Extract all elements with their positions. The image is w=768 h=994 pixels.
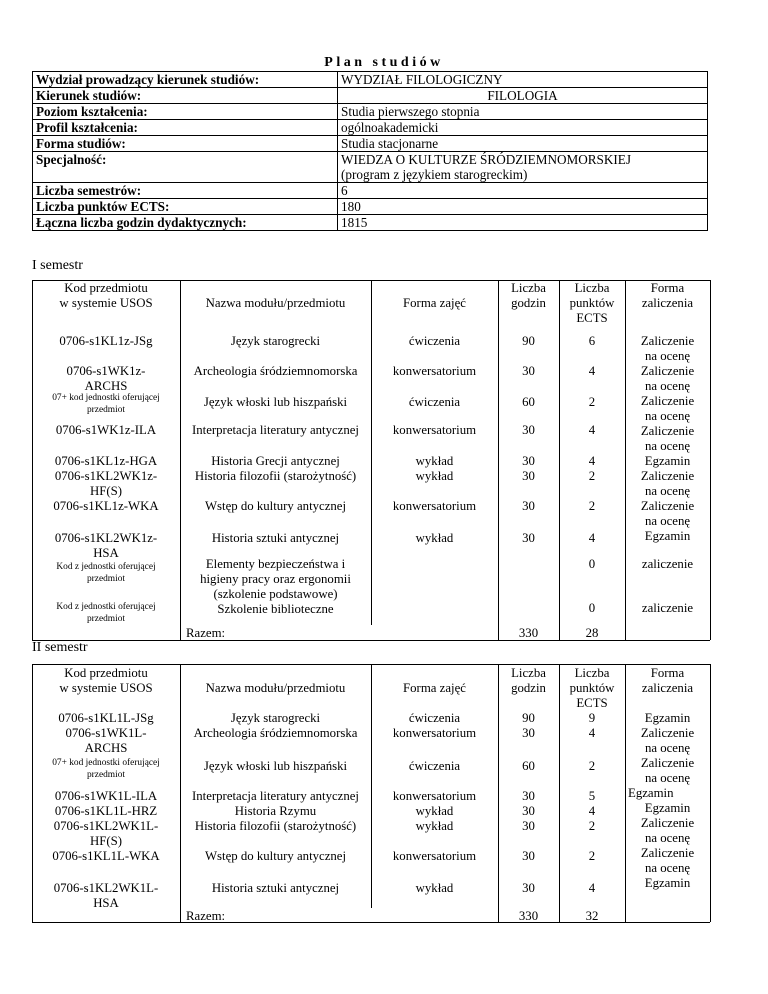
course-name-line: Historia Grecji antycznej: [211, 454, 340, 468]
ects-value: 4: [588, 881, 596, 895]
course-name-line: Szkolenie biblioteczne: [217, 602, 334, 616]
specialty-value: WIEDZA O KULTURZE ŚRÓDZIEMNOMORSKIEJ: [341, 152, 631, 167]
ects-value: 2: [588, 849, 596, 863]
course-code-line: 0706-s1WK1L-ILA: [54, 789, 158, 803]
course-name: Język starogrecki: [230, 334, 321, 348]
header-ects-line: ECTS: [576, 311, 608, 325]
ects-value: 4: [588, 531, 596, 545]
header-hours-line: godzin: [511, 681, 546, 695]
assessment-line: Zaliczenie: [640, 469, 695, 483]
course-name-line: Archeologia śródziemnomorska: [193, 726, 358, 740]
hours-value: 30: [522, 499, 535, 513]
course-name: Wstęp do kultury antycznej: [204, 849, 347, 863]
header-code: [32, 666, 180, 696]
class-form-line: wykład: [415, 819, 454, 833]
class-form: [371, 711, 498, 741]
class-form: ćwiczenia: [408, 334, 461, 348]
info-value: 6: [338, 183, 708, 199]
assessment-value: zaliczenie: [641, 601, 694, 615]
course-code-line: 0706-s1KL2WK1L-: [53, 819, 159, 833]
info-label: Liczba semestrów:: [33, 183, 338, 199]
course-name: Historia sztuki antycznej: [211, 881, 340, 895]
course-code: 0706-s1KL1z-JSg: [59, 334, 153, 348]
assessment-line: na ocenę: [644, 409, 691, 423]
assessment-line: na ocenę: [644, 484, 691, 498]
header-hours-line: Liczba: [511, 281, 546, 295]
header-code-line: Kod przedmiotu: [64, 281, 148, 295]
ects-value: 2: [588, 759, 596, 773]
course-name-line: Historia Rzymu: [234, 804, 317, 818]
hours-value: 30: [522, 423, 535, 437]
class-form: konwersatorium: [392, 423, 477, 437]
course-code-line: 07+ kod jednostki oferującej: [52, 758, 160, 768]
total-label: Razem:: [186, 909, 226, 923]
info-value: Studia stacjonarne: [338, 136, 708, 152]
class-form: konwersatorium: [392, 364, 477, 378]
course-code-line: Kod z jednostki oferującej: [56, 602, 156, 612]
assessment-line: na ocenę: [644, 771, 691, 785]
assessment-line: na ocenę: [644, 349, 691, 363]
hours-line: 30: [522, 789, 535, 803]
assessment-line: Zaliczenie: [640, 846, 695, 860]
hours-line: 30: [522, 819, 535, 833]
course-name-line: (szkolenie podstawowe): [213, 587, 338, 601]
hours-value: 30: [522, 531, 535, 545]
header-code-line: Kod przedmiotu: [64, 666, 148, 680]
course-code: 0706-s1WK1z-ILA: [55, 423, 157, 437]
hours-value: 30: [522, 849, 535, 863]
header-hours-line: godzin: [511, 296, 546, 310]
course-code-line: przedmiot: [86, 574, 125, 584]
header-name: Nazwa modułu/przedmiotu: [205, 296, 346, 310]
class-form: ćwiczenia: [408, 759, 461, 773]
ects-value: 0: [588, 557, 596, 571]
info-label: Liczba punktów ECTS:: [33, 199, 338, 215]
class-form: konwersatorium: [392, 499, 477, 513]
assessment-line: Zaliczenie: [640, 726, 695, 740]
course-name-line: Interpretacja literatury antycznej: [192, 789, 359, 803]
course-code-line: przedmiot: [86, 614, 125, 624]
header-assessment: [625, 666, 710, 696]
assessment-line: Zaliczenie: [640, 756, 695, 770]
faculty-value: WYDZIAŁ FILOLOGICZNY: [341, 72, 503, 87]
info-value: Studia pierwszego stopnia: [338, 104, 708, 120]
header-code-line: w systemie USOS: [59, 681, 153, 695]
info-label: Specjalność:: [33, 152, 338, 183]
total-hours: 330: [518, 626, 539, 640]
course-code-line: HF(S): [90, 834, 122, 848]
ects-line: 4: [588, 726, 596, 740]
ects-value: 2: [588, 395, 596, 409]
class-form-line: konwersatorium: [392, 789, 477, 803]
class-form: [371, 789, 498, 834]
class-form: wykład: [415, 469, 454, 483]
course-name-line: higieny pracy oraz ergonomii: [200, 572, 351, 586]
course-code-line: HSA: [93, 896, 119, 910]
assessment-line: na ocenę: [644, 514, 691, 528]
course-code-line: 07+ kod jednostki oferującej: [52, 393, 160, 403]
course-code: 0706-s1KL1L-WKA: [52, 849, 160, 863]
semester-1-title: I semestr: [32, 258, 83, 273]
ects-value: 2: [588, 469, 596, 483]
ects-value: 0: [588, 601, 596, 615]
ects-value: 4: [588, 364, 596, 378]
class-form: wykład: [415, 531, 454, 545]
semester-2-title: II semestr: [32, 640, 88, 655]
assessment-line: na ocenę: [644, 741, 691, 755]
header-name: Nazwa modułu/przedmiotu: [205, 681, 346, 695]
assessment-line: na ocenę: [644, 379, 691, 393]
assessment-line: Egzamin: [644, 876, 691, 890]
info-value: 1815: [338, 215, 708, 231]
header-hours: [498, 666, 559, 696]
assessment-line: Zaliczenie: [640, 364, 695, 378]
course-name: Język włoski lub hiszpański: [203, 759, 348, 773]
info-label: Łączna liczba godzin dydaktycznych:: [33, 215, 338, 231]
hours-value: [498, 711, 559, 741]
course-code-line: Kod z jednostki oferującej: [56, 562, 156, 572]
course-code: [32, 711, 180, 756]
header-ects-line: punktów: [569, 681, 615, 695]
course-code: [32, 881, 180, 911]
course-name: Historia sztuki antycznej: [211, 531, 340, 545]
header-form: Forma zajęć: [403, 296, 466, 310]
class-form: wykład: [415, 454, 454, 468]
hours-line: 90: [522, 711, 535, 725]
total-hours: 330: [518, 909, 539, 923]
header-ects-line: ECTS: [576, 696, 608, 710]
header-assessment-line: zaliczenia: [641, 681, 694, 695]
assessment-line: Egzamin: [644, 529, 691, 543]
course-code-line: ARCHS: [84, 379, 128, 393]
page-title: Plan studiów: [324, 55, 444, 70]
header-ects-line: Liczba: [574, 281, 610, 295]
ects-line: 2: [588, 819, 596, 833]
header-ects: [559, 666, 625, 711]
info-label: Wydział prowadzący kierunek studiów:: [33, 72, 338, 88]
hours-value: 30: [522, 454, 535, 468]
course-code-line: ARCHS: [84, 741, 128, 755]
header-ects-line: punktów: [569, 296, 615, 310]
course-name: Wstęp do kultury antycznej: [204, 499, 347, 513]
course-name-line: Historia filozofii (starożytność): [194, 469, 357, 483]
class-form-line: ćwiczenia: [408, 711, 461, 725]
hours-value: 30: [522, 469, 535, 483]
assessment-line: na ocenę: [644, 861, 691, 875]
hours-value: [498, 789, 559, 834]
column-divider: [371, 664, 372, 908]
course-code: 0706-s1KL1z-WKA: [53, 499, 159, 513]
assessment-line: Egzamin: [644, 454, 691, 468]
ects-value: [559, 789, 625, 834]
course-code-line: HF(S): [90, 484, 122, 498]
course-name-line: Elementy bezpieczeństwa i: [205, 557, 346, 571]
assessment-line: Zaliczenie: [640, 394, 695, 408]
assessment-line: Egzamin: [644, 801, 691, 815]
course-code: [32, 789, 180, 849]
course-code-line: 0706-s1KL2WK1z-: [54, 531, 158, 545]
ects-value: 6: [588, 334, 596, 348]
assessment-line: Egzamin: [628, 786, 674, 800]
course-code-line: przedmiot: [86, 405, 125, 415]
course-name: [180, 711, 371, 741]
assessment-column: [625, 711, 710, 891]
hours-value: 30: [522, 881, 535, 895]
total-ects: 32: [585, 909, 599, 923]
course-name-line: Historia filozofii (starożytność): [194, 819, 357, 833]
course-code-line: 0706-s1KL2WK1z-: [54, 469, 158, 483]
course-name: Język włoski lub hiszpański: [203, 395, 348, 409]
header-assessment-line: Forma: [650, 666, 685, 680]
course-name: Archeologia śródziemnomorska: [193, 364, 358, 378]
header-assessment-line: Forma: [650, 281, 685, 295]
course-name: [180, 789, 371, 834]
assessment-line: Zaliczenie: [640, 499, 695, 513]
assessment-line: Zaliczenie: [640, 816, 695, 830]
assessment-line: Egzamin: [644, 711, 691, 725]
info-label: Poziom kształcenia:: [33, 104, 338, 120]
hours-line: 30: [522, 804, 535, 818]
header-code-line: w systemie USOS: [59, 296, 153, 310]
assessment-value: zaliczenie: [641, 557, 694, 571]
total-ects: 28: [585, 626, 599, 640]
course-code-line: 0706-s1WK1L-: [65, 726, 147, 740]
hours-line: 30: [522, 726, 535, 740]
hours-value: 60: [522, 759, 535, 773]
header-assessment-line: zaliczenia: [641, 296, 694, 310]
info-value: 180: [338, 199, 708, 215]
assessment-line: Zaliczenie: [640, 334, 695, 348]
header-hours-line: Liczba: [511, 666, 546, 680]
assessment-line: na ocenę: [644, 439, 691, 453]
course-code-line: 0706-s1KL1z-HGA: [54, 454, 158, 468]
course-name-line: Język starogrecki: [230, 711, 321, 725]
course-code-line: 0706-s1WK1z-: [66, 364, 146, 378]
info-label: Forma studiów:: [33, 136, 338, 152]
course-code-line: 0706-s1KL2WK1L-: [53, 881, 159, 895]
course-code: [32, 757, 180, 781]
ects-line: 5: [588, 789, 596, 803]
class-form-line: konwersatorium: [392, 726, 477, 740]
course-code-line: przedmiot: [86, 770, 125, 780]
assessment-line: Zaliczenie: [640, 424, 695, 438]
info-value: FILOLOGIA: [338, 88, 708, 104]
ects-line: 4: [588, 804, 596, 818]
header-ects-line: Liczba: [574, 666, 610, 680]
class-form: wykład: [415, 881, 454, 895]
course-code-line: HSA: [93, 546, 119, 560]
course-code-line: 0706-s1KL1L-HRZ: [54, 804, 158, 818]
hours-value: 90: [522, 334, 535, 348]
ects-value: [559, 711, 625, 741]
class-form-line: wykład: [415, 804, 454, 818]
hours-value: 30: [522, 364, 535, 378]
info-value: ogólnoakademicki: [338, 120, 708, 136]
ects-value: 4: [588, 454, 596, 468]
ects-value: 2: [588, 499, 596, 513]
hours-value: 60: [522, 395, 535, 409]
ects-value: 4: [588, 423, 596, 437]
table-border: [710, 664, 711, 922]
course-code-line: 0706-s1KL1L-JSg: [58, 711, 154, 725]
header-form: Forma zajęć: [403, 681, 466, 695]
info-label: Kierunek studiów:: [33, 88, 338, 104]
info-label: Profil kształcenia:: [33, 120, 338, 136]
assessment-line: na ocenę: [644, 831, 691, 845]
class-form: ćwiczenia: [408, 395, 461, 409]
class-form: konwersatorium: [392, 849, 477, 863]
specialty-note: (program z językiem starogreckim): [341, 167, 528, 182]
ects-line: 9: [588, 711, 596, 725]
course-name: Interpretacja literatury antycznej: [192, 423, 359, 437]
total-label: Razem:: [186, 626, 226, 640]
